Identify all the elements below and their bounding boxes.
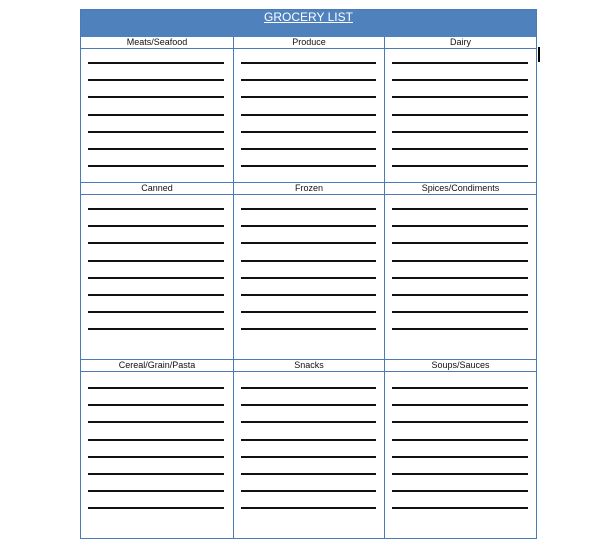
- write-in-line[interactable]: [392, 439, 528, 441]
- write-in-line[interactable]: [88, 242, 224, 244]
- write-in-line[interactable]: [88, 114, 224, 116]
- write-in-line[interactable]: [392, 242, 528, 244]
- write-in-line[interactable]: [392, 277, 528, 279]
- category-section: [384, 360, 536, 538]
- write-in-line[interactable]: [88, 328, 224, 330]
- category-section: [81, 360, 233, 538]
- category-section: [81, 183, 233, 360]
- category-header: Meats/Seafood: [81, 37, 233, 49]
- write-in-line[interactable]: [88, 473, 224, 475]
- write-in-line[interactable]: [241, 260, 376, 262]
- write-in-line[interactable]: [88, 165, 224, 167]
- write-in-line[interactable]: [88, 439, 224, 441]
- write-in-line[interactable]: [392, 62, 528, 64]
- write-in-line[interactable]: [241, 62, 376, 64]
- write-in-line[interactable]: [241, 79, 376, 81]
- write-in-line[interactable]: [241, 148, 376, 150]
- write-in-line[interactable]: [392, 507, 528, 509]
- write-in-line[interactable]: [392, 96, 528, 98]
- write-in-line[interactable]: [88, 62, 224, 64]
- write-in-line[interactable]: [88, 131, 224, 133]
- write-in-line[interactable]: [392, 421, 528, 423]
- write-in-line[interactable]: [241, 225, 376, 227]
- write-in-line[interactable]: [241, 311, 376, 313]
- write-in-line[interactable]: [392, 473, 528, 475]
- write-in-line[interactable]: [241, 328, 376, 330]
- write-in-line[interactable]: [88, 387, 224, 389]
- write-in-line[interactable]: [88, 225, 224, 227]
- write-in-line[interactable]: [392, 328, 528, 330]
- write-in-line[interactable]: [392, 311, 528, 313]
- write-in-line[interactable]: [392, 225, 528, 227]
- write-in-line[interactable]: [392, 404, 528, 406]
- write-in-line[interactable]: [241, 387, 376, 389]
- write-in-line[interactable]: [88, 421, 224, 423]
- write-in-line[interactable]: [241, 165, 376, 167]
- text-cursor: [538, 47, 540, 62]
- write-in-line[interactable]: [241, 242, 376, 244]
- write-in-line[interactable]: [392, 131, 528, 133]
- category-section: [233, 360, 384, 538]
- write-in-line[interactable]: [241, 96, 376, 98]
- write-in-line[interactable]: [241, 421, 376, 423]
- category-header: Snacks: [234, 360, 384, 372]
- write-in-line[interactable]: [392, 114, 528, 116]
- write-in-line[interactable]: [241, 404, 376, 406]
- write-in-line[interactable]: [88, 490, 224, 492]
- write-in-line[interactable]: [392, 387, 528, 389]
- write-in-line[interactable]: [241, 439, 376, 441]
- write-in-line[interactable]: [241, 294, 376, 296]
- write-in-line[interactable]: [392, 294, 528, 296]
- write-in-line[interactable]: [392, 148, 528, 150]
- write-in-line[interactable]: [241, 208, 376, 210]
- write-in-line[interactable]: [392, 79, 528, 81]
- write-in-line[interactable]: [88, 456, 224, 458]
- write-in-line[interactable]: [392, 208, 528, 210]
- write-in-line[interactable]: [88, 294, 224, 296]
- write-in-line[interactable]: [88, 148, 224, 150]
- write-in-line[interactable]: [392, 260, 528, 262]
- write-in-line[interactable]: [88, 277, 224, 279]
- category-section: [233, 183, 384, 360]
- category-header: Cereal/Grain/Pasta: [81, 360, 233, 372]
- category-section: [384, 37, 536, 183]
- category-section: [81, 37, 233, 183]
- category-header: Frozen: [234, 183, 384, 195]
- write-in-line[interactable]: [88, 79, 224, 81]
- write-in-line[interactable]: [241, 277, 376, 279]
- write-in-line[interactable]: [88, 507, 224, 509]
- write-in-line[interactable]: [241, 456, 376, 458]
- write-in-line[interactable]: [392, 456, 528, 458]
- grocery-list-sheet: [80, 9, 537, 539]
- page-title: GROCERY LIST: [81, 10, 536, 37]
- write-in-line[interactable]: [241, 114, 376, 116]
- category-section: [233, 37, 384, 183]
- write-in-line[interactable]: [392, 490, 528, 492]
- category-header: Spices/Condiments: [385, 183, 536, 195]
- category-header: Produce: [234, 37, 384, 49]
- write-in-line[interactable]: [241, 490, 376, 492]
- category-header: Soups/Sauces: [385, 360, 536, 372]
- category-header: Canned: [81, 183, 233, 195]
- category-section: [384, 183, 536, 360]
- write-in-line[interactable]: [88, 260, 224, 262]
- write-in-line[interactable]: [241, 131, 376, 133]
- write-in-line[interactable]: [88, 311, 224, 313]
- write-in-line[interactable]: [241, 507, 376, 509]
- write-in-line[interactable]: [241, 473, 376, 475]
- write-in-line[interactable]: [392, 165, 528, 167]
- write-in-line[interactable]: [88, 404, 224, 406]
- category-header: Dairy: [385, 37, 536, 49]
- write-in-line[interactable]: [88, 208, 224, 210]
- write-in-line[interactable]: [88, 96, 224, 98]
